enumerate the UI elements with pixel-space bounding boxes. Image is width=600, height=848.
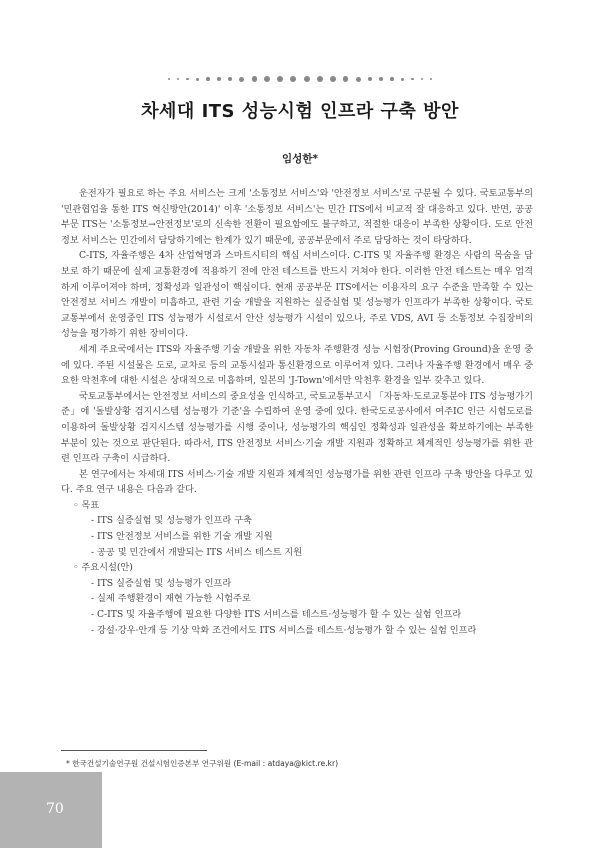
body-paragraph: 세계 주요국에서는 ITS와 자율주행 기술 개발을 위한 자동차 주행환경 성능 시험장(Proving Ground)을 운영 중에 있다. 주된 시설물은 도로, 교차로 등의 교통시설과 통신환경으로 이루어져 있다. 그러나 자율주행 환경에서 매우 중요한 악천후에 대한 시설은 상대적으로 미흡하며, 일본의 'J-Town'에서만 악천후 환경을 일부 갖추고 있다. bbox=[61, 343, 533, 387]
decorative-dot-divider bbox=[168, 74, 432, 84]
divider-dot bbox=[206, 77, 210, 81]
list-item: - 실제 주행환경이 재현 가능한 시험주로 bbox=[91, 593, 251, 605]
list-item: - ITS 안전정보 서비스를 위한 기술 개발 지원 bbox=[91, 531, 273, 543]
divider-dot bbox=[430, 78, 432, 80]
divider-dot bbox=[277, 76, 283, 82]
list-item: - ITS 실증실험 및 성능평가 인프라 bbox=[91, 577, 232, 589]
divider-dot bbox=[177, 78, 179, 80]
list-item: - 공공 및 민간에서 개발되는 ITS 서비스 테스트 지원 bbox=[91, 546, 303, 558]
divider-dot bbox=[421, 78, 423, 80]
divider-dot bbox=[343, 76, 349, 82]
body-paragraph: C-ITS, 자율주행은 4차 산업혁명과 스마트시티의 핵심 서비스이다. C-ITS 및 자율주행 환경은 사람의 목숨을 담보로 하기 때문에 실제 교통환경에 적용하기 전에 안전 테스트를 반드시 거쳐야 한다. 이러한 안전 테스트는 매우 엄격하게 이루어져야 하며, 정확성과 일관성이 핵심이다. 현재 공공부문 ITS에서는 이용자의 요구 수준을 만족할 수 있는 안전정보 서비스 개발이 미흡하고, 관련 기술 개발을 지원하는 실증실험 및 성능평가 인프라가 부족한 상황이다. 국토교통부에서 운영중인 ITS 성능평가 시설로서 안산 성능평가 시설이 있으나, 주로 VDS, AVI 등 소통정보 수집장비의 성능을 평가하기 위한 장비이다. bbox=[61, 250, 533, 340]
divider-dot bbox=[290, 76, 296, 82]
page-number: 70 bbox=[46, 801, 64, 817]
facilities-list bbox=[61, 560, 533, 638]
article-title: 차세대 ITS 성능시험 인프라 구축 방안 bbox=[141, 101, 459, 122]
list-item: - ITS 실증실험 및 성능평가 인프라 구축 bbox=[91, 515, 252, 527]
divider-dot bbox=[401, 78, 404, 81]
divider-dot bbox=[390, 77, 394, 81]
list-item: - C-ITS 및 자율주행에 필요한 다양한 ITS 서비스를 테스트·성능평가 할 수 있는 실험 인프라 bbox=[91, 609, 462, 621]
divider-dot bbox=[411, 78, 414, 81]
divider-dot bbox=[264, 76, 270, 82]
divider-dot bbox=[252, 76, 258, 82]
author-name: 임성한* bbox=[282, 153, 318, 165]
section-heading-goals: ◦ 목표 bbox=[73, 499, 100, 511]
divider-dot bbox=[368, 77, 373, 82]
divider-dot bbox=[304, 76, 310, 82]
section-heading-facilities: ◦ 주요시설(안) bbox=[73, 562, 133, 574]
body-paragraph: 국토교통부에서는 안전정보 서비스의 중요성을 인식하고, 국토교통부고시 「자동차·도로교통분야 ITS 성능평가기준」에 '돌발상황 검지시스템 성능평가 기준'을 수립하여 운영 중에 있다. 한국도로공사에서 여주IC 인근 시험도로를 이용하여 돌발상황 검지시스템 성능평가를 시행 중이나, 성능평가의 핵심인 정확성과 일관성을 확보하기에는 부족한 부분이 있는 것으로 판단된다. 따라서, ITS 안전정보 서비스·기술 개발 지원과 정확하고 체계적인 성능평가를 위한 관련 인프라 구축이 시급하다. bbox=[61, 390, 533, 465]
divider-dot bbox=[317, 76, 323, 82]
article-body bbox=[61, 186, 533, 638]
divider-dot bbox=[217, 77, 221, 81]
author-footnote: * 한국건설기술연구원 건설시험인증본부 연구위원 (E-mail : atdaya@kict.re.kr) bbox=[66, 759, 339, 768]
divider-dot bbox=[379, 77, 383, 81]
footnote-divider bbox=[61, 750, 207, 751]
divider-dot bbox=[228, 77, 233, 82]
divider-dot bbox=[356, 77, 361, 82]
divider-dot bbox=[168, 78, 170, 80]
divider-dot bbox=[196, 78, 199, 81]
body-paragraph: 운전자가 필요로 하는 주요 서비스는 크게 '소통정보 서비스'와 '안전정보 서비스'로 구분될 수 있다. 국토교통부의 '민관협업을 통한 ITS 혁신방안(2014)' 이후 '소통정보 서비스'는 민간 ITS에서 비교적 잘 대응하고 있다. 반면, 공공부문 ITS는 '소통정보→안전정보'로의 신속한 전환이 필요함에도 불구하고, 적절한 대응이 부족한 상황이다. 도로 안전정보 서비스는 민간에서 담당하기에는 한계가 있기 때문에, 공공부문에서 주로 담당하는 것이 타당하다. bbox=[61, 188, 533, 246]
body-paragraph: 본 연구에서는 차세대 ITS 서비스·기술 개발 지원과 체계적인 성능평가를 위한 관련 인프라 구축 방안을 다루고 있다. 주요 연구 내용은 다음과 같다. bbox=[61, 468, 533, 496]
divider-dot bbox=[330, 76, 336, 82]
goals-list bbox=[61, 498, 533, 560]
divider-dot bbox=[186, 78, 189, 81]
list-item: - 강설·강우·안개 등 기상 악화 조건에서도 ITS 서비스를 테스트·성능평가 할 수 있는 실험 인프라 bbox=[91, 624, 477, 636]
divider-dot bbox=[239, 77, 244, 82]
